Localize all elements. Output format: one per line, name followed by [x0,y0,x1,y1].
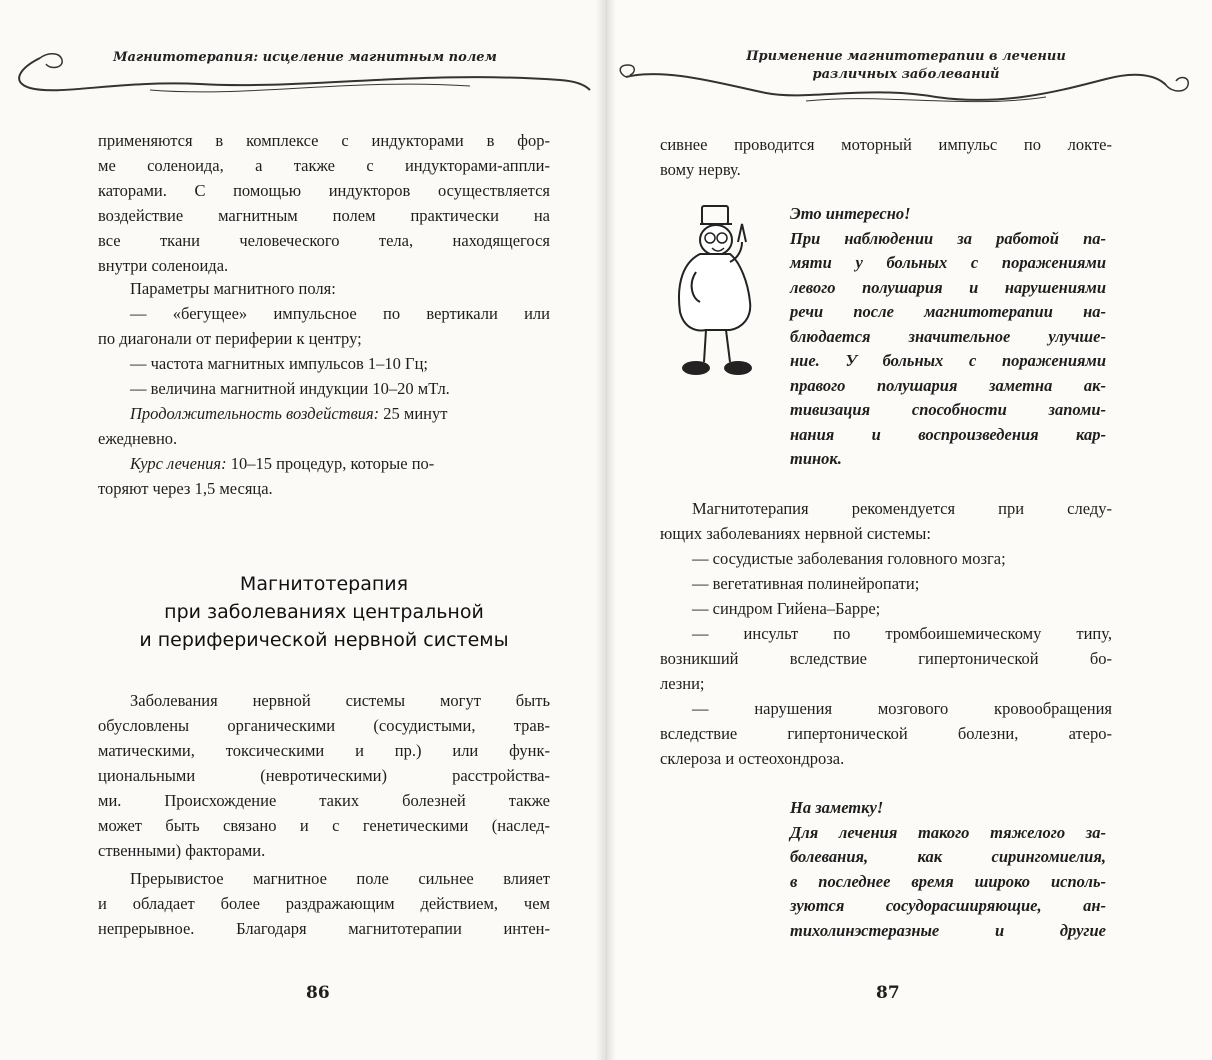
heading-line: при заболеваниях центральной [164,601,484,623]
interesting-box [790,202,1106,472]
left-header-ornament [0,40,604,100]
course-value: 10–15 процедур, которые по- [226,454,435,473]
left-page [0,0,604,1060]
text-line: Прерывистое магнитное поле сильнее влияет [130,869,550,888]
right-page [606,0,1212,1060]
disease-item: — вегетативная полинейропати; [692,574,920,593]
param-item: — «бегущее» импульсное по вертикали или [130,304,550,323]
page-number: 86 [306,983,330,1003]
intermittent-field-paragraph [98,866,550,941]
text-line: мяти у больных с поражениями [790,253,1106,272]
disease-item: вследствие гипертонической болезни, атеро- [660,724,1112,743]
disease-item: — нарушения мозгового кровообращения [692,699,1112,718]
left-intro [98,128,550,278]
duration-value: 25 минут [379,404,448,423]
text-line: ственными) факторами. [98,841,266,860]
text-line: обусловлены органическими (сосудистыми, трав- [98,716,550,735]
param-item: — величина магнитной индукции 10–20 мТл. [130,379,450,398]
interesting-title: Это интересно! [790,204,911,223]
text-line: ме соленоида, а также с индукторами-аппли- [98,156,550,175]
param-item: по диагонали от периферии к центру; [98,329,362,348]
section-heading [98,570,550,654]
duration-line [98,401,550,426]
text-line: ющих заболеваниях нервной системы: [660,524,931,543]
right-header-ornament [606,45,1212,115]
text-line: ние. У больных с поражениями [790,351,1106,370]
text-line: ми. Происхождение таких болезней также [98,791,550,810]
heading-line: Магнитотерапия [239,573,409,595]
magnetic-field-params [98,276,550,501]
param-item: — частота магнитных импульсов 1–10 Гц; [130,354,428,373]
book-spine-shadow [596,0,616,1060]
text-line: Заболевания нервной системы могут быть [130,691,550,710]
text-line: левого полушария и нарушениями [790,277,1106,297]
text-line: матическими, токсическими и пр.) или функ- [98,741,550,760]
note-title: На заметку! [790,798,884,817]
heading-line: и периферической нервной системы [139,629,509,651]
header-line: различных заболеваний [812,67,1000,82]
course-line [98,451,550,476]
nervous-system-paragraph [98,688,550,863]
text-line: сивнее проводится моторный импульс по локте- [660,135,1112,154]
text-line: каторами. С помощью индукторов осуществляется [98,181,550,200]
disease-item: — инсульт по тромбоишемическому типу, [692,624,1112,643]
text-line: Для лечения такого тяжелого за- [790,822,1106,842]
course-tail: торяют через 1,5 месяца. [98,479,273,498]
text-line: вому нерву. [660,160,741,179]
text-line: и обладает более раздражающим действием, чем [98,894,550,913]
recommend-paragraph [660,496,1112,771]
text-line: тинок. [790,449,842,468]
text-line: непрерывное. Благодаря магнитотерапии интен- [98,919,550,938]
params-title: Параметры магнитного поля: [130,279,336,298]
right-intro [660,132,1112,182]
text-line: в последнее время широко исполь- [790,871,1106,891]
text-line: тивизация способности запоми- [790,400,1106,419]
text-line: блюдается значительное улучше- [790,326,1106,346]
text-line: внутри соленоида. [98,256,229,275]
duration-label: Продолжительность воздействия: [130,404,380,423]
disease-item: возникший вследствие гипертонической бо- [660,649,1112,668]
text-line: циональными (невротическими) расстройства- [98,766,550,785]
page-number: 87 [876,983,900,1003]
text-line: При наблюдении за работой па- [790,228,1106,248]
disease-item: склероза и остеохондроза. [660,749,845,768]
note-box [790,796,1106,943]
left-running-header: Магнитотерапия: исцеление магнитным полем [113,50,497,65]
duration-tail: ежедневно. [98,429,178,448]
text-line: все ткани человеческого тела, находящегося [98,231,550,250]
text-line: воздействие магнитным полем практически на [98,206,550,225]
text-line: может быть связано и с генетическими (наслед- [98,816,550,835]
text-line: правого полушария заметна ак- [790,375,1106,395]
course-label: Курс лечения: [130,454,227,473]
disease-item: — синдром Гийена–Барре; [692,599,881,618]
text-line: тихолинэстеразные и другие [790,920,1106,940]
text-line: Магнитотерапия рекомендуется при следу- [692,499,1112,518]
disease-item: — сосудистые заболевания головного мозга; [692,549,1006,568]
text-line: зуются сосудорасширяющие, ан- [790,896,1106,915]
text-line: нания и воспроизведения кар- [790,424,1106,444]
doctor-illustration [666,202,776,392]
text-line: применяются в комплексе с индукторами в фор- [98,131,550,150]
header-line: Применение магнитотерапии в лечении [746,49,1066,64]
text-line: болевания, как сирингомиелия, [790,847,1106,866]
disease-item: лезни; [660,674,705,693]
text-line: речи после магнитотерапии на- [790,302,1106,321]
